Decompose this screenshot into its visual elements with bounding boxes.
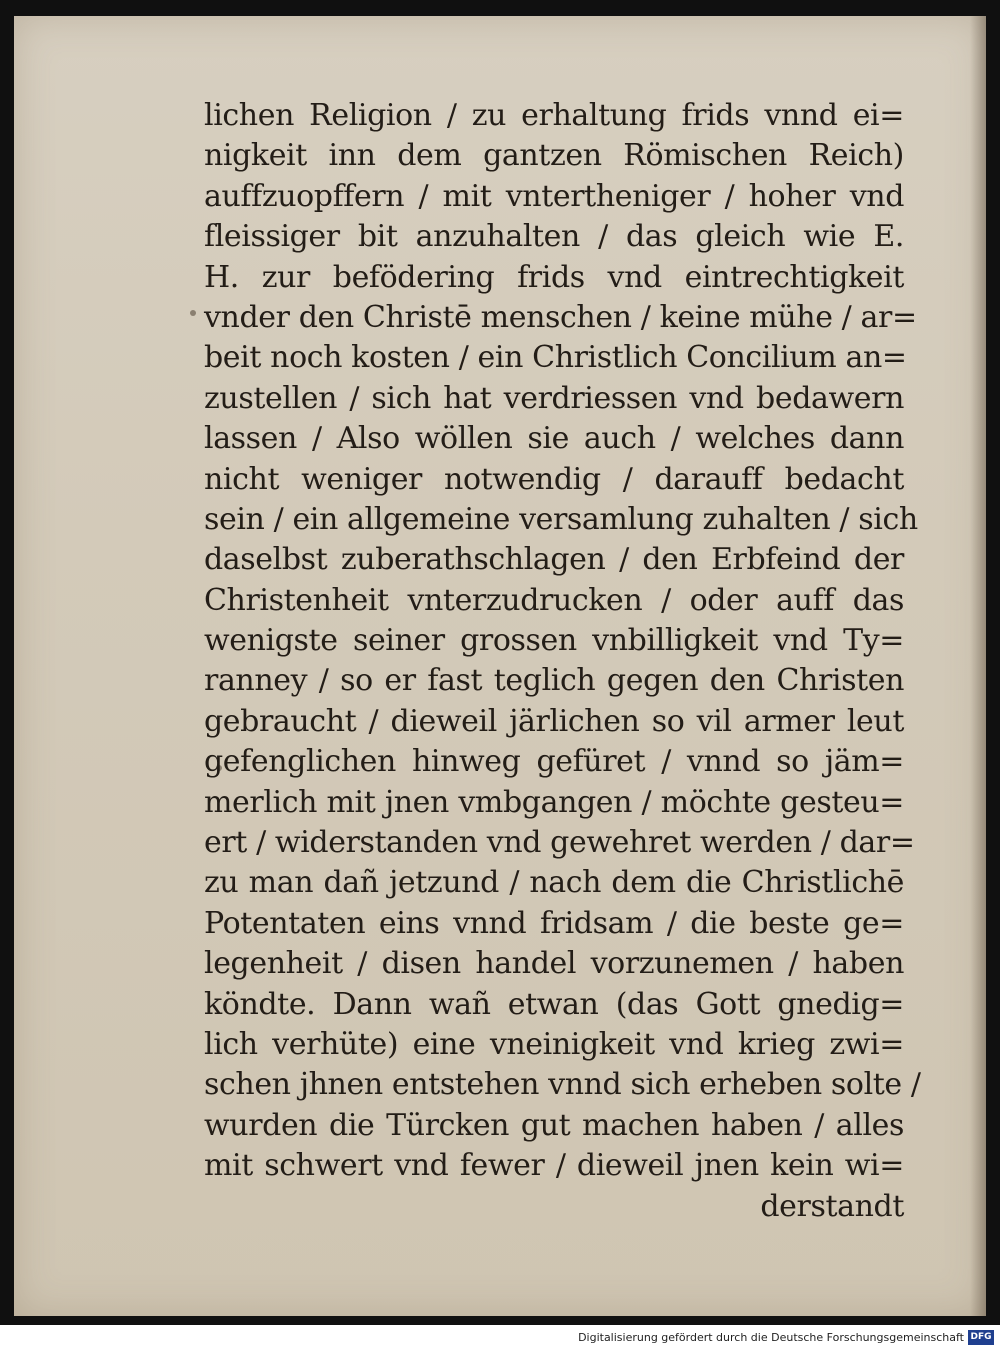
text-line: gebraucht / dieweil järlichen so vil armer leut <box>204 703 904 739</box>
text-line: ranney / so er fast teglich gegen den Christen <box>204 663 904 699</box>
page-edge-shadow <box>970 16 986 1316</box>
text-line: vnder den Christē menschen / keine mühe / ar= <box>204 299 917 335</box>
text-line: zustellen / sich hat verdriessen vnd bedawern <box>204 380 904 416</box>
text-line: auffzuopffern / mit vntertheniger / hoher vnd <box>204 178 904 214</box>
text-line: legenheit / disen handel vorzunemen / haben <box>204 946 904 982</box>
text-line: schen jhnen entstehen vnnd sich erheben solte / <box>204 1067 921 1103</box>
text-line: gefenglichen hinweg gefüret / vnnd so jäm= <box>204 744 904 780</box>
text-line: nicht weniger notwendig / darauff bedacht <box>204 461 904 497</box>
text-line: wurden die Türcken gut machen haben / alles <box>204 1107 904 1143</box>
text-line: lassen / Also wöllen sie auch / welches dann <box>204 421 904 457</box>
dfg-logo: DFG <box>968 1330 994 1345</box>
text-line: daselbst zuberathschlagen / den Erbfeind der <box>204 542 904 578</box>
text-line: ert / widerstanden vnd gewehret werden / dar= <box>204 825 915 861</box>
text-line: Christenheit vnterzudrucken / oder auff das <box>204 582 904 618</box>
funding-credit: Digitalisierung gefördert durch die Deutsche Forschungsgemeinschaft <box>578 1331 964 1344</box>
catchword: derstandt <box>760 1188 904 1224</box>
footer-bar <box>0 1325 1000 1351</box>
text-block <box>204 96 921 1227</box>
text-line: lich verhüte) eine vneinigkeit vnd krieg zwi= <box>204 1026 904 1062</box>
margin-dot <box>190 310 196 316</box>
text-line: merlich mit jnen vmbgangen / möchte gesteu= <box>204 784 904 820</box>
text-line: köndte. Dann wañ etwan (das Gott gnedig= <box>204 986 904 1022</box>
text-line: Potentaten eins vnnd fridsam / die beste ge= <box>204 905 904 941</box>
text-line: mit schwert vnd fewer / dieweil jnen kein wi= <box>204 1148 904 1184</box>
text-line: wenigste seiner grossen vnbilligkeit vnd Ty= <box>204 623 904 659</box>
text-line: beit noch kosten / ein Christlich Concilium an= <box>204 340 907 376</box>
text-line: H. zur befödering frids vnd eintrechtigkeit <box>204 259 904 295</box>
text-line: lichen Religion / zu erhaltung frids vnnd ei= <box>204 98 904 133</box>
text-line: nigkeit inn dem gantzen Römischen Reich) <box>204 138 904 174</box>
text-line: sein / ein allgemeine versamlung zuhalten / sich <box>204 501 918 537</box>
text-line: zu man dañ jetzund / nach dem die Christlichē <box>204 865 904 901</box>
text-line: fleissiger bit anzuhalten / das gleich wie E. <box>204 219 904 255</box>
